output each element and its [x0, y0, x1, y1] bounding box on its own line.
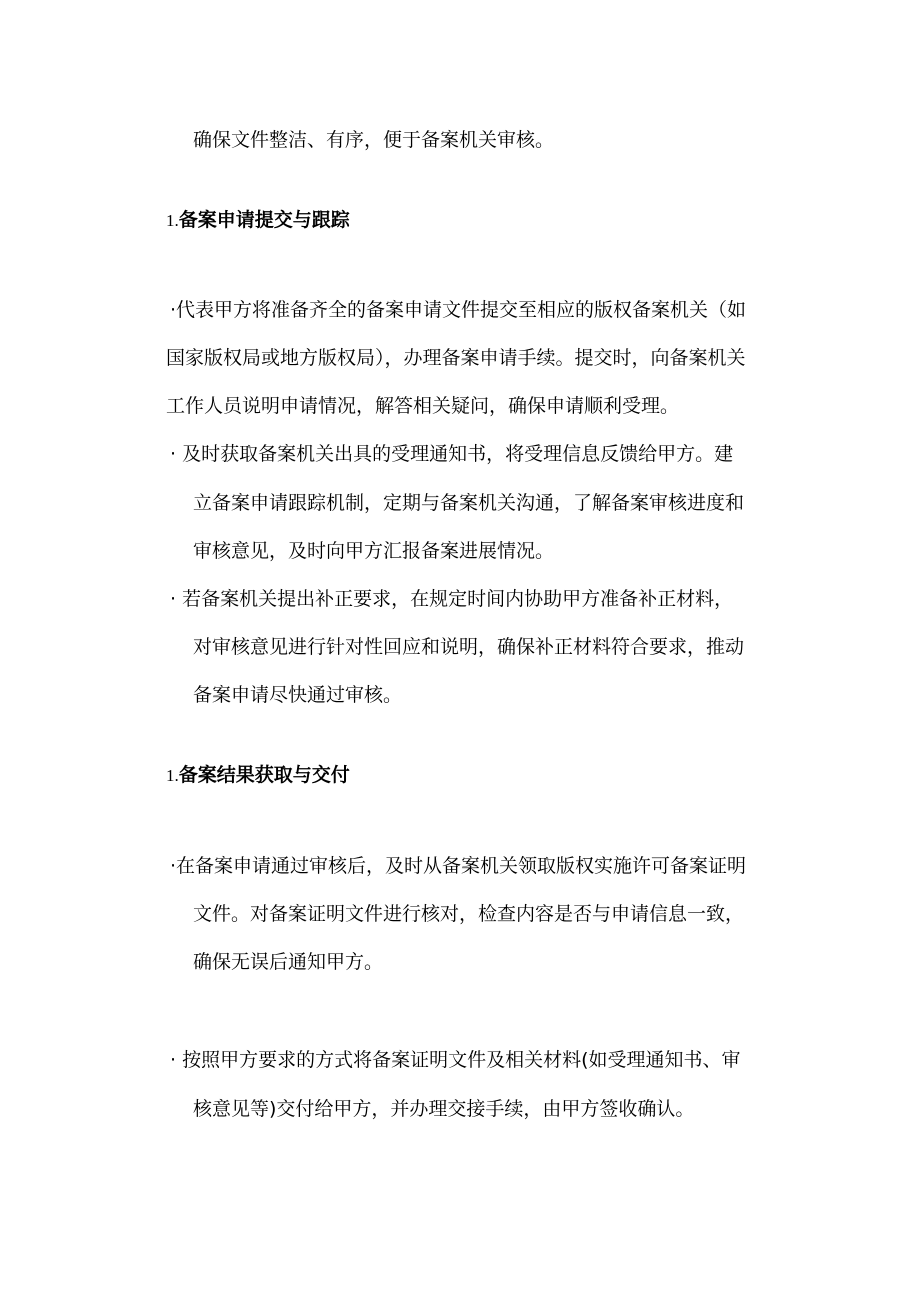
section-number: 1. — [166, 211, 179, 230]
paragraph-line: 立备案申请跟踪机制，定期与备案机关沟通，了解备案审核进度和 — [193, 492, 745, 514]
section-title: 备案结果获取与交付 — [178, 764, 350, 786]
paragraph-line: 备案申请尽快通过审核。 — [193, 684, 403, 706]
paragraph-line: 审核意见，及时向甲方汇报备案进展情况。 — [193, 540, 555, 562]
section-heading — [166, 207, 350, 234]
paragraph-line: 核意见等)交付给甲方，并办理交接手续，由甲方签收确认。 — [193, 1098, 695, 1120]
paragraph-line: ·代表甲方将准备齐全的备案申请文件提交至相应的版权备案机关（如 — [170, 299, 747, 321]
intro-line: 确保文件整洁、有序，便于备案机关审核。 — [193, 129, 555, 151]
paragraph-line: ·在备案申请通过审核后，及时从备案机关领取版权实施许可备案证明 — [170, 855, 747, 877]
section-heading — [166, 762, 350, 789]
paragraph-line: 文件。对备案证明文件进行核对，检查内容是否与申请信息一致， — [193, 903, 745, 925]
paragraph-line: 工作人员说明申请情况，解答相关疑问，确保申请顺利受理。 — [166, 395, 680, 417]
paragraph-line: · 及时获取备案机关出具的受理通知书，将受理信息反馈给甲方。建 — [170, 443, 734, 465]
paragraph-line: 国家版权局或地方版权局），办理备案申请手续。提交时，向备案机关 — [166, 347, 746, 369]
paragraph-line: · 若备案机关提出补正要求，在规定时间内协助甲方准备补正材料， — [170, 588, 734, 610]
section-title: 备案申请提交与跟踪 — [178, 209, 350, 231]
paragraph-line: · 按照甲方要求的方式将备案证明文件及相关材料(如受理通知书、审 — [170, 1049, 741, 1071]
section-number: 1. — [166, 766, 179, 785]
paragraph-line: 确保无误后通知甲方。 — [193, 951, 384, 973]
paragraph-line: 对审核意见进行针对性回应和说明，确保补正材料符合要求，推动 — [193, 636, 745, 658]
